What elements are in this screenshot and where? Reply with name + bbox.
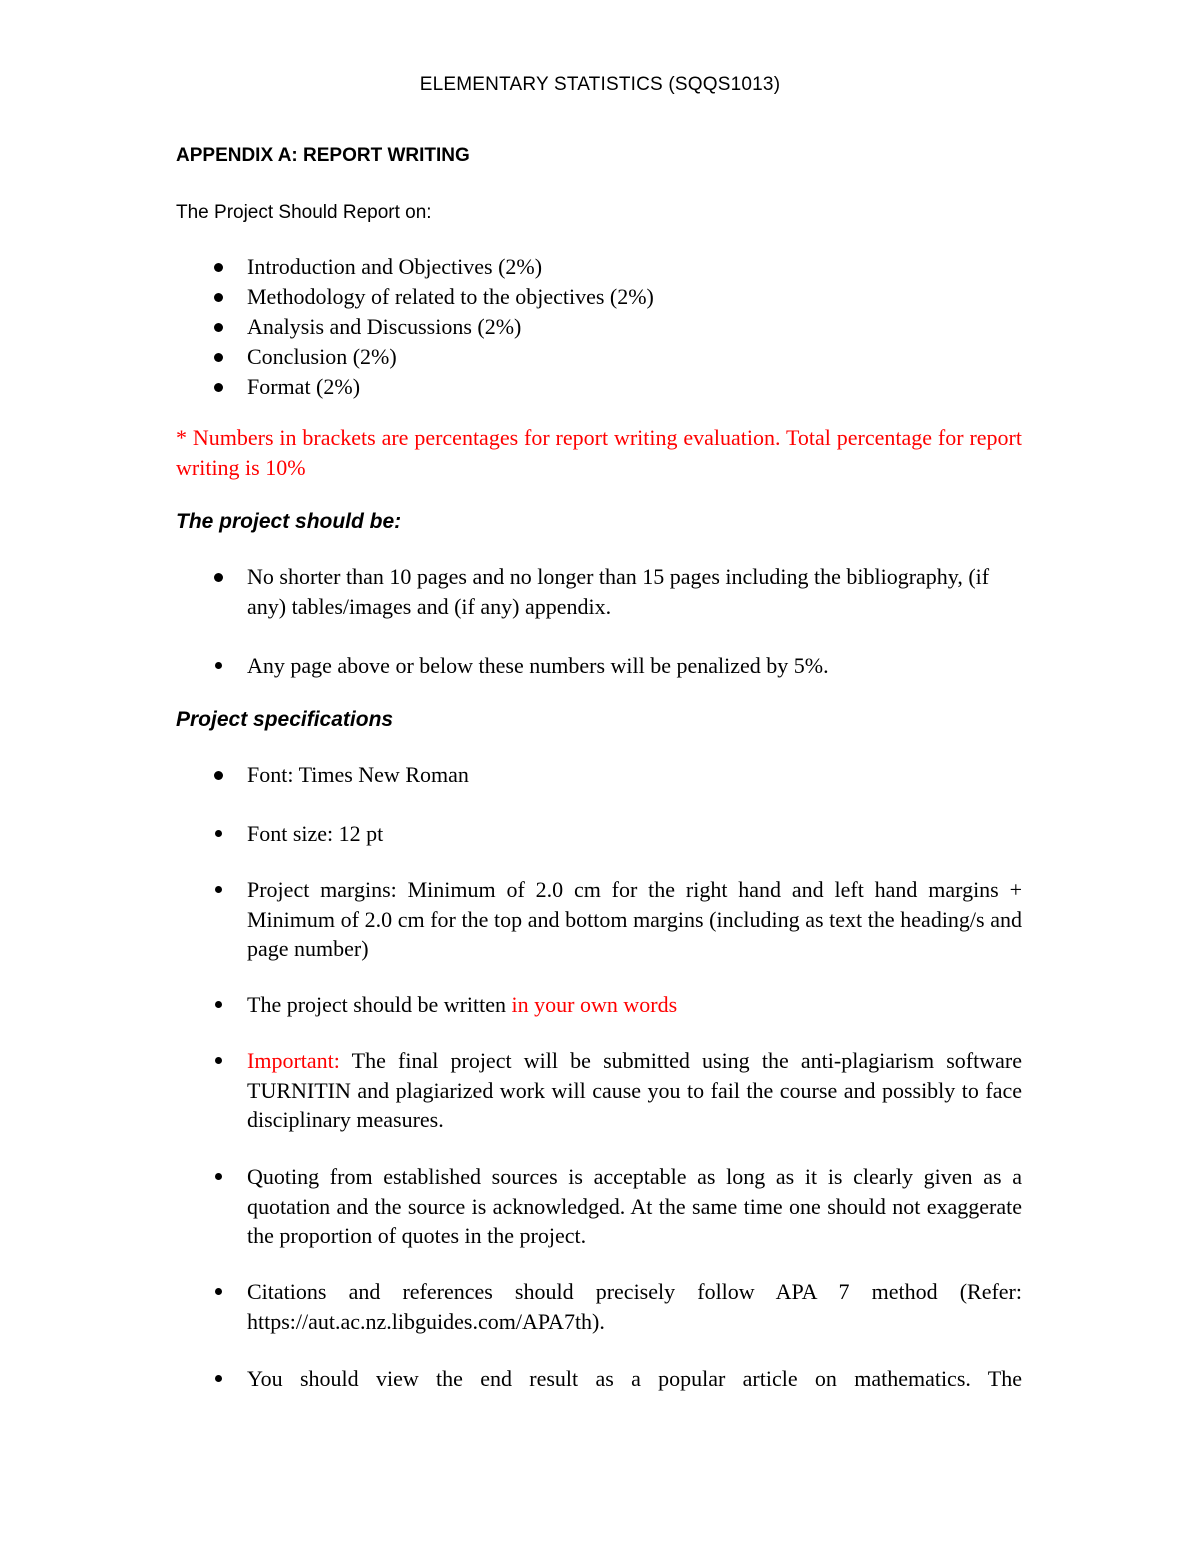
bullet-icon: [215, 1288, 222, 1295]
list-item: Any page above or below these numbers will be penalized by 5%.: [214, 651, 1022, 681]
bullet-icon: [215, 662, 222, 669]
bullet-icon: [215, 1173, 222, 1180]
list-item: [214, 990, 1022, 1020]
bullet-icon: [215, 1375, 222, 1382]
list-item: Citations and references should precisely follow APA 7 method (Refer: https://aut.ac.nz.libguides.com/APA7th).: [214, 1277, 1022, 1336]
project-should-be-heading: The project should be:: [176, 510, 402, 533]
list-item: Introduction and Objectives (2%): [214, 252, 654, 282]
report-items-list: [214, 252, 654, 402]
specifications-heading: Project specifications: [176, 708, 394, 731]
bullet-icon: [214, 263, 223, 272]
own-words-highlight: in your own words: [511, 992, 678, 1017]
bullet-icon: [214, 383, 223, 392]
report-intro: The Project Should Report on:: [176, 202, 432, 223]
list-item: No shorter than 10 pages and no longer than 15 pages including the bibliography, (if any) tables/images and (if any) appendix.: [214, 562, 1022, 621]
list-item: Font size: 12 pt: [214, 819, 1022, 849]
important-text: The final project will be submitted using the anti-plagiarism software TURNITIN and plagiarized work will cause you to fail the course and possibly to face disciplinary measures.: [247, 1048, 1022, 1132]
list-item: Methodology of related to the objectives (2%): [214, 282, 654, 312]
appendix-title: APPENDIX A: REPORT WRITING: [176, 145, 470, 166]
bullet-icon: [214, 573, 223, 582]
bullet-icon: [215, 886, 222, 893]
list-item: Conclusion (2%): [214, 342, 654, 372]
bullet-icon: [214, 353, 223, 362]
bullet-icon: [215, 1057, 222, 1064]
list-item: Project margins: Minimum of 2.0 cm for the right hand and left hand margins + Minimum of 2.0 cm for the top and bottom margins (including as text the heading/s and page number): [214, 875, 1022, 964]
bullet-icon: [215, 830, 222, 837]
list-item: You should view the end result as a popular article on mathematics. The: [214, 1364, 1022, 1394]
evaluation-note: * Numbers in brackets are percentages for report writing evaluation. Total percentage for report writing is 10%: [176, 425, 1022, 480]
list-item: Analysis and Discussions (2%): [214, 312, 654, 342]
document-header: ELEMENTARY STATISTICS (SQQS1013): [419, 74, 781, 95]
important-label: Important:: [247, 1048, 340, 1073]
own-words-prefix: The project should be written: [247, 992, 512, 1017]
bullet-icon: [214, 771, 223, 780]
list-item: Format (2%): [214, 372, 654, 402]
bullet-icon: [215, 1001, 222, 1008]
list-item: [214, 1046, 1022, 1135]
bullet-icon: [214, 293, 223, 302]
list-item: Quoting from established sources is acceptable as long as it is clearly given as a quotation and the source is acknowledged. At the same time one should not exaggerate the proportion of quotes in the project.: [214, 1162, 1022, 1251]
list-item: Font: Times New Roman: [214, 760, 1022, 790]
bullet-icon: [214, 323, 223, 332]
